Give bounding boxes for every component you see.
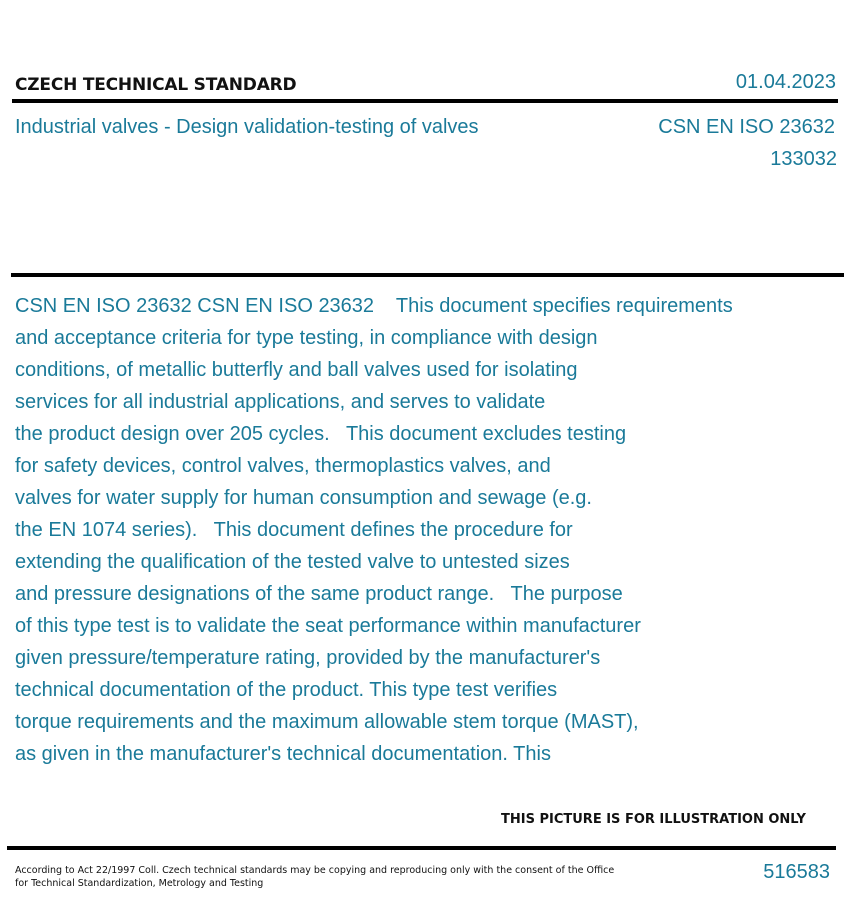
body-divider [11,273,844,277]
abstract-line: as given in the manufacturer's technical documentation. This [15,743,551,765]
abstract-line: CSN EN ISO 23632 CSN EN ISO 23632 This document specifies requirements [15,295,733,317]
header-divider [12,99,838,103]
abstract-line: and acceptance criteria for type testing, in compliance with design [15,327,598,349]
copyright-line: According to Act 22/1997 Coll. Czech technical standards may be copying and reproducing only with the consent of the Office [15,865,615,876]
abstract-line: services for all industrial applications, and serves to validate [15,391,546,413]
document-title: Industrial valves - Design validation-testing of valves [15,116,479,138]
abstract-line: the EN 1074 series). This document defines the procedure for [15,519,573,541]
document-id: 516583 [763,861,830,883]
document-code: CSN EN ISO 23632 [658,116,835,138]
abstract-line: conditions, of metallic butterfly and ball valves used for isolating [15,359,578,381]
abstract-line: and pressure designations of the same product range. The purpose [15,583,623,605]
abstract-line: of this type test is to validate the seat performance within manufacturer [15,615,641,637]
copyright-line: for Technical Standardization, Metrology and Testing [15,878,264,889]
abstract-line: torque requirements and the maximum allowable stem torque (MAST), [15,711,639,733]
publication-date: 01.04.2023 [735,71,836,93]
abstract-line: for safety devices, control valves, thermoplastics valves, and [15,455,551,477]
classification-number: 133032 [770,148,837,170]
illustration-disclaimer: THIS PICTURE IS FOR ILLUSTRATION ONLY [501,812,806,827]
abstract-line: the product design over 205 cycles. This document excludes testing [15,423,627,445]
footer-divider [7,846,836,850]
abstract-line: given pressure/temperature rating, provided by the manufacturer's [15,647,601,669]
copyright-notice [15,864,615,890]
abstract-line: technical documentation of the product. This type test verifies [15,679,558,701]
abstract-line: valves for water supply for human consumption and sewage (e.g. [15,487,592,509]
abstract-line: extending the qualification of the tested valve to untested sizes [15,551,570,573]
standard-type-heading: CZECH TECHNICAL STANDARD [15,75,297,95]
abstract-text [15,290,815,770]
